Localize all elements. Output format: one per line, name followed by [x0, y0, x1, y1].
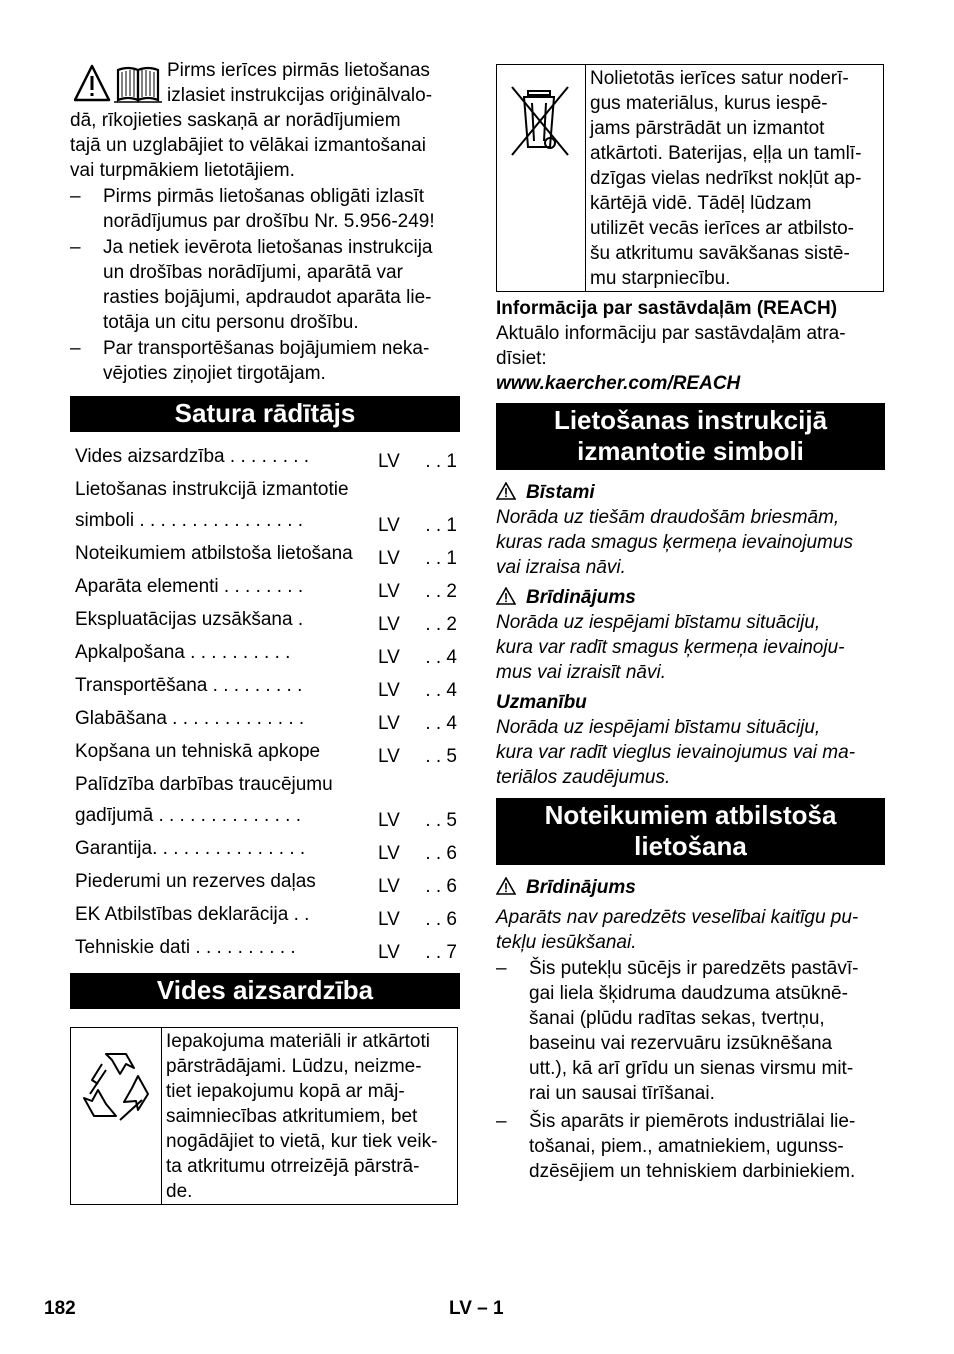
- toc-entry-title: Palīdzība darbības traucējumu: [75, 774, 333, 795]
- intro-line: Pirms ierīces pirmās lietošanas: [167, 60, 430, 81]
- environment-text: [162, 1028, 437, 1204]
- warning-label: Brīdinājums: [526, 877, 636, 898]
- right-column: [496, 64, 885, 1184]
- symbol-item-warning: [496, 585, 885, 685]
- symbol-item-danger: [496, 480, 885, 580]
- disposal-line: gus materiālus, kurus iespē-: [590, 93, 828, 114]
- symbol-label: Brīdinājums: [526, 587, 636, 608]
- symbol-line: vai izraisa nāvi.: [496, 557, 626, 578]
- disposal-box: [496, 64, 884, 292]
- warning-triangle-icon: [496, 877, 516, 895]
- toc-entry-page: . . 4: [425, 647, 457, 668]
- toc-entry-page: . . 6: [425, 909, 457, 930]
- intro-line: tajā un uzglabājiet to vēlākai izmantošanai: [70, 135, 426, 156]
- disposal-icon-cell: [497, 65, 586, 291]
- intro-icons: [74, 64, 162, 102]
- environment-line: saimniecības atkritumiem, bet: [166, 1106, 418, 1127]
- toc-entry-lang: LV: [378, 581, 400, 602]
- toc-entry-title: Aparāta elementi . . . . . . . .: [75, 576, 304, 597]
- disposal-line: šu atkritumu savākšanas sistē-: [590, 243, 850, 264]
- toc-entry-lang: LV: [378, 647, 400, 668]
- symbol-line: mus vai izraisīt nāvi.: [496, 662, 666, 683]
- intended-use-list-item: [496, 956, 885, 1106]
- toc-row[interactable]: [70, 607, 460, 640]
- reach-title: Informācija par sastāvdaļām (REACH): [496, 298, 838, 319]
- intro-list-item: [70, 235, 460, 335]
- list-item-line: tošanai, piem., amatniekiem, ugunss-: [529, 1136, 844, 1157]
- intended-use-heading: [496, 798, 885, 865]
- disposal-line: atkārtoti. Baterijas, eļļa un tamlī-: [590, 143, 862, 164]
- toc-entry-lang: LV: [378, 548, 400, 569]
- toc-entry-page: . . 2: [425, 581, 457, 602]
- toc-entry-lang: LV: [378, 876, 400, 897]
- reach-url-link[interactable]: www.kaercher.com/REACH: [496, 373, 741, 394]
- reach-line: Aktuālo informāciju par sastāvdaļām atra-: [496, 323, 846, 344]
- toc-entry-page: . . 1: [425, 548, 457, 569]
- symbol-line: teriālos zaudējumus.: [496, 767, 671, 788]
- toc-row[interactable]: [70, 902, 460, 935]
- symbol-line: Norāda uz tiešām draudošām briesmām,: [496, 507, 840, 528]
- environment-line: pārstrādājami. Lūdzu, neizme-: [166, 1056, 422, 1077]
- toc-entry-lang: LV: [378, 942, 400, 963]
- list-item-line: rasties bojājumi, apdraudot aparāta lie-: [103, 287, 432, 308]
- toc-entry-title: Kopšana un tehniskā apkope: [75, 741, 321, 762]
- dash-bullet: –: [70, 338, 81, 359]
- symbol-label: Bīstami: [526, 482, 595, 503]
- toc-entry-page: . . 7: [425, 942, 457, 963]
- toc-entry-lang: LV: [378, 909, 400, 930]
- symbol-label-row: [496, 585, 885, 610]
- environment-line: ta atkritumu otrreizējā pārstrā-: [166, 1156, 420, 1177]
- toc-row[interactable]: [70, 869, 460, 902]
- toc-entry-title: Lietošanas instrukcijā izmantotie: [75, 479, 349, 500]
- list-item-line: norādījumus par drošību Nr. 5.956-249!: [103, 211, 435, 232]
- reach-section: [496, 296, 885, 396]
- toc-entry-lang: LV: [378, 614, 400, 635]
- intro-list-item: [70, 336, 460, 386]
- environment-line: Iepakojuma materiāli ir atkārtoti: [166, 1031, 430, 1052]
- environment-heading: Vides aizsardzība: [70, 973, 460, 1009]
- environment-icon-cell: [71, 1028, 162, 1204]
- toc-entry-title: Garantija. . . . . . . . . . . . . . .: [75, 838, 306, 859]
- toc-entry-lang: LV: [378, 680, 400, 701]
- toc-entry-page: . . 2: [425, 614, 457, 635]
- toc-row[interactable]: [70, 574, 460, 607]
- intended-use-heading-line: Noteikumiem atbilstoša: [544, 800, 837, 830]
- list-item-line: Šis putekļu sūcējs ir paredzēts pastāvī-: [529, 958, 859, 979]
- toc-row[interactable]: [70, 706, 460, 739]
- symbol-line: Norāda uz iespējami bīstamu situāciju,: [496, 612, 821, 633]
- intro-section: [70, 58, 460, 386]
- toc-heading: Satura rādītājs: [70, 396, 460, 432]
- disposal-line: dzīgas vielas nedrīkst nokļūt ap-: [590, 168, 862, 189]
- toc-entry-lang: LV: [378, 843, 400, 864]
- toc-entry-lang: LV: [378, 515, 400, 536]
- reach-line: dīsiet:: [496, 348, 547, 369]
- symbol-item-caution: [496, 690, 885, 790]
- warning-manual-icon: [74, 64, 164, 104]
- dash-bullet: –: [70, 237, 81, 258]
- toc-entry-lang: LV: [378, 746, 400, 767]
- list-item-line: rai un sausai tīrīšanai.: [529, 1083, 715, 1104]
- symbol-line: kura var radīt vieglus ievainojumus vai ma-: [496, 742, 856, 763]
- page-number: 182: [44, 1298, 76, 1319]
- list-item-line: dzēsējiem un tehniskiem darbiniekiem.: [529, 1161, 856, 1182]
- toc-entry-lang: LV: [378, 810, 400, 831]
- intended-use-list-item: [496, 1109, 885, 1184]
- intro-line: vai turpmākiem lietotājiem.: [70, 160, 295, 181]
- disposal-line: jams pārstrādāt un izmantot: [590, 118, 825, 139]
- warning-line: tekļu iesūkšanai.: [496, 932, 637, 953]
- toc-entry-title: gadījumā . . . . . . . . . . . . . .: [75, 805, 301, 826]
- list-item-line: Šis aparāts ir piemērots industriālai lie-: [529, 1111, 856, 1132]
- intro-list-item: [70, 184, 460, 234]
- list-item-line: Ja netiek ievērota lietošanas instrukcija: [103, 237, 433, 258]
- disposal-line: kārtējā vidē. Tādēļ lūdzam: [590, 193, 812, 214]
- warning-triangle-icon: [496, 587, 516, 605]
- list-item-line: totāja un citu personu drošību.: [103, 312, 359, 333]
- toc-entry-title: EK Atbilstības deklarācija . .: [75, 904, 310, 925]
- list-item-line: Pirms pirmās lietošanas obligāti izlasīt: [103, 186, 425, 207]
- intro-line: izlasiet instrukcijas oriģinālvalo-: [167, 85, 433, 106]
- toc-row[interactable]: [70, 739, 460, 772]
- left-column: [70, 58, 460, 1205]
- toc-row[interactable]: [70, 772, 460, 836]
- warning-triangle-icon: [496, 482, 516, 500]
- toc-entry-page: . . 1: [425, 515, 457, 536]
- dash-bullet: –: [496, 958, 507, 979]
- toc-entry-page: . . 6: [425, 843, 457, 864]
- symbol-line: Norāda uz iespējami bīstamu situāciju,: [496, 717, 821, 738]
- crossed-bin-icon: [506, 81, 576, 161]
- list-item-line: baseinu vai rezervuāru izsūknēšana: [529, 1033, 833, 1054]
- disposal-line: utilizēt vecās ierīces ar atbilsto-: [590, 218, 854, 239]
- list-item-line: utt.), kā arī grīdu un sienas virsmu mit-: [529, 1058, 854, 1079]
- toc-row[interactable]: [70, 541, 460, 574]
- toc-entry-title: Transportēšana . . . . . . . . .: [75, 675, 303, 696]
- list-item-line: un drošības norādījumi, aparātā var: [103, 262, 403, 283]
- disposal-line: mu starpniecību.: [590, 268, 731, 289]
- symbol-line: kuras rada smagus ķermeņa ievainojumus: [496, 532, 853, 553]
- environment-line: de.: [166, 1181, 193, 1202]
- footer-language-page: LV – 1: [449, 1298, 504, 1319]
- toc-entry-page: . . 4: [425, 680, 457, 701]
- toc-entry-lang: LV: [378, 451, 400, 472]
- toc-row[interactable]: [70, 640, 460, 673]
- toc-entry-title: simboli . . . . . . . . . . . . . . . .: [75, 510, 304, 531]
- intended-use-section: [496, 875, 885, 1184]
- symbol-label: Uzmanību: [496, 692, 587, 713]
- symbol-line: kura var radīt smagus ķermeņa ievainoju-: [496, 637, 845, 658]
- toc-entry-title: Vides aizsardzība . . . . . . . .: [75, 446, 310, 467]
- toc-row[interactable]: [70, 673, 460, 706]
- toc-entry-page: . . 4: [425, 713, 457, 734]
- toc-entry-page: . . 1: [425, 451, 457, 472]
- symbols-heading-line: izmantotie simboli: [577, 436, 804, 466]
- list-item-line: vējoties ziņojiet tirgotājam.: [103, 363, 326, 384]
- environment-line: tiet iepakojumu kopā ar māj-: [166, 1081, 405, 1102]
- toc-row[interactable]: [70, 836, 460, 869]
- toc-row[interactable]: [70, 477, 460, 541]
- toc-entry-page: . . 6: [425, 876, 457, 897]
- dash-bullet: –: [70, 186, 81, 207]
- disposal-text: [586, 65, 861, 291]
- toc-entry-title: Ekspluatācijas uzsākšana .: [75, 609, 304, 630]
- symbol-label-row: [496, 480, 885, 505]
- environment-box: [70, 1027, 458, 1205]
- recycle-icon: [76, 1046, 156, 1126]
- intro-line: dā, rīkojieties saskaņā ar norādījumiem: [70, 110, 401, 131]
- dash-bullet: –: [496, 1111, 507, 1132]
- toc-row[interactable]: [70, 444, 460, 477]
- toc-entry-title: Piederumi un rezerves daļas: [75, 871, 316, 892]
- table-of-contents: [70, 444, 460, 968]
- symbols-heading-line: Lietošanas instrukcijā: [553, 405, 828, 435]
- toc-entry-title: Noteikumiem atbilstoša lietošana: [75, 543, 353, 564]
- list-item-line: Par transportēšanas bojājumiem neka-: [103, 338, 430, 359]
- toc-entry-title: Glabāšana . . . . . . . . . . . . .: [75, 708, 305, 729]
- toc-row[interactable]: [70, 935, 460, 968]
- warning-line: Aparāts nav paredzēts veselībai kaitīgu pu-: [496, 907, 859, 928]
- toc-entry-page: . . 5: [425, 810, 457, 831]
- toc-entry-title: Tehniskie dati . . . . . . . . . .: [75, 937, 296, 958]
- intended-use-heading-line: lietošana: [634, 831, 747, 861]
- warning-label-row: [496, 875, 885, 900]
- toc-entry-page: . . 5: [425, 746, 457, 767]
- symbols-heading: [496, 403, 885, 470]
- list-item-line: šanai (plūdu radītas sekas, tvertņu,: [529, 1008, 825, 1029]
- environment-line: nogādājiet to vietā, kur tiek veik-: [166, 1131, 438, 1152]
- disposal-line: Nolietotās ierīces satur noderī-: [590, 68, 849, 89]
- list-item-line: gai liela šķidruma daudzuma atsūknē-: [529, 983, 848, 1004]
- toc-entry-title: Apkalpošana . . . . . . . . . .: [75, 642, 291, 663]
- toc-entry-lang: LV: [378, 713, 400, 734]
